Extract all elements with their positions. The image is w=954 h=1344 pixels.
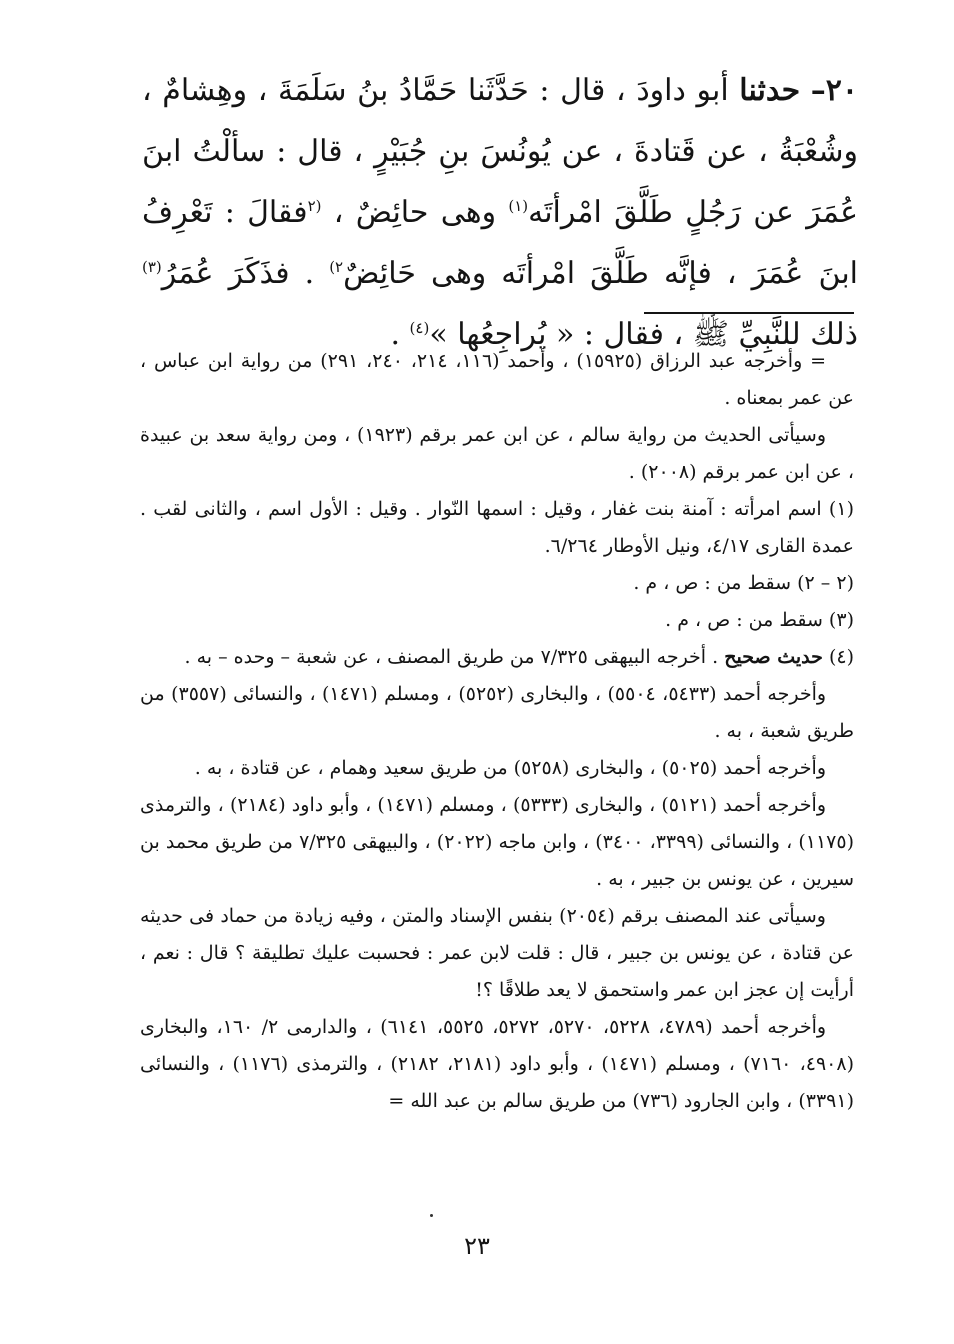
stray-dot — [430, 1214, 433, 1217]
footnote-4-paragraph-2: وأخرجه أحمد (٥٠٢٥) ، والبخارى (٥٢٥٨) من طريق سعيد وهمام ، عن قتادة ، به . — [194, 757, 826, 779]
hadith-text-part-6: . — [390, 317, 400, 352]
hadith-text-part-4: . فذَكَرَ عُمَرُ — [161, 256, 315, 291]
footnote-ref-2-start: (٢ — [307, 197, 322, 215]
page-number: ٢٣ — [464, 1232, 490, 1260]
footnotes — [140, 343, 854, 1120]
hadith-text-part-2: وهى حائِضٌ ، — [321, 195, 497, 230]
footnote-ref-4: (٤) — [409, 319, 430, 337]
footnote-4-label: (٤) — [828, 646, 854, 668]
footnote-4-text: . أخرجه البيهقى ٧/٣٢٥ من طريق المصنف ، عن شعبة – وحده – به . — [184, 646, 719, 668]
footnote-4-paragraph-3: وأخرجه أحمد (٥١٢١) ، والبخارى (٥٣٣٣) ، ومسلم (١٤٧١) ، وأبو داود (٢١٨٤) ، والترمذى (١١٧٥) ، والنسائى (٣٣٩٩، ٣٤٠٠) ، وابن ماجه (٢٠٢٢) ، والبيهقى ٧/٣٢٥ من طريق محمد بن سيرين ، عن يونس بن جبير ، به . — [140, 794, 854, 890]
hadith-text-part-3: فقالَ : تَعْرِفُ ابنَ عُمَرَ ، فإنَّه طَلَّقَ امْرأتَه وهى حَائِضٌ — [142, 195, 858, 291]
hadith-paragraph — [142, 60, 858, 365]
footnote-continuation: = وأخرجه عبد الرزاق (١٥٩٢٥) ، وأحمد (١١٦، ٢١٤، ٢٤٠، ٢٩١) من رواية ابن عباس ، عن عمر بمعناه . — [140, 350, 854, 409]
footnote-ref-1: (١) — [508, 197, 529, 215]
footnote-4-grade: حديث صحيح — [724, 646, 823, 668]
footnote-4-paragraph-4: وسيأتى عند المصنف برقم (٢٠٥٤) بنفس الإسناد والمتن ، وفيه زيادة من حماد فى حديثه عن قتادة ، عن يونس بن جبير ، قال : قلت لابن عمر : فحسبت عليك تطليقة ؟ قال : نعم ، أرأيت إن عجز ابن عمر واستحمق لا يعد طلاقًا ؟! — [140, 905, 854, 1001]
hadith-number: ٢٠– — [810, 73, 858, 108]
hadith-text — [142, 60, 858, 365]
footnote-2: (٢ – ٢) سقط من : ص ، م . — [633, 572, 854, 594]
footnote-separator — [644, 312, 854, 314]
hadith-opening: حدثنا — [739, 73, 801, 108]
footnote-continuation-2: وسيأتى الحديث من رواية سالم ، عن ابن عمر برقم (١٩٢٣) ، ومن رواية سعد بن عبيدة ، عن ابن عمر برقم (٢٠٠٨) . — [140, 424, 854, 483]
footnote-4 — [140, 639, 854, 676]
footnote-3: (٣) سقط من : ص ، م . — [665, 609, 854, 631]
hadith-text-part-1: أبو داودَ ، قال : حَدَّثَنا حَمَّادُ بنُ سَلَمَةَ ، وهِشامٌ ، وشُعْبَةُ ، عن قَتادةَ ، عن يُونُسَ بنِ جُبَيْرٍ ، قال : سألْتُ ابنَ عُمَرَ عن رَجُلٍ طَلَّقَ امْرأتَه — [142, 73, 858, 230]
footnote-1: (١) اسم امرأته : آمنة بنت غفار ، وقيل : اسمها النّوار . وقيل : الأول اسم ، والثانى لقب . عمدة القارى ٤/١٧، ونيل الأوطار ٦/٢٦٤. — [140, 498, 854, 557]
footnote-ref-3: (٣) — [142, 258, 162, 276]
footnote-ref-2-end: ٢) — [329, 258, 344, 276]
footnote-4-paragraph-1: وأخرجه أحمد (٥٤٣٣، ٥٥٠٤) ، والبخارى (٥٢٥٢) ، ومسلم (١٤٧١) ، والنسائى (٣٥٥٧) من طريق شعبة ، به . — [140, 683, 854, 742]
hadith-text-part-5: ذلك للنَّبِيِّ ﷺ ، فقال : « يُراجِعُها » — [429, 317, 858, 352]
footnote-4-paragraph-5: وأخرجه أحمد (٤٧٨٩، ٥٢٢٨، ٥٢٧٠، ٥٢٧٢، ٥٥٢٥، ٦١٤١) ، والدارمى ٢/ ١٦٠، والبخارى (٤٩٠٨، ٧١٦٠) ، ومسلم (١٤٧١) ، وأبو داود (٢١٨١، ٢١٨٢) ، والترمذى (١١٧٦) ، والنسائى (٣٣٩١) ، وابن الجارود (٧٣٦) من طريق سالم بن عبد الله = — [140, 1016, 854, 1112]
